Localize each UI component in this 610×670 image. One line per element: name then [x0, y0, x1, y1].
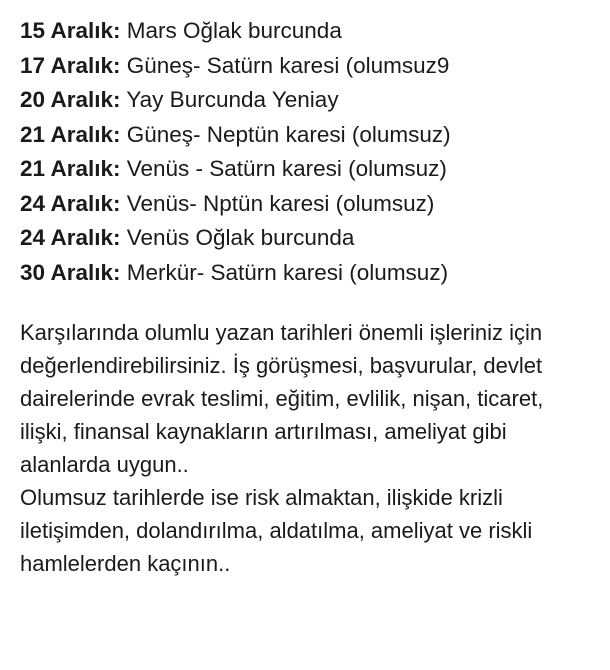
event-list: [20, 14, 600, 290]
event-item: [20, 118, 600, 153]
advice-notes: [20, 316, 600, 580]
event-text: Venüs - Satürn karesi (olumsuz): [120, 156, 447, 181]
event-item: [20, 152, 600, 187]
event-item: [20, 83, 600, 118]
event-date: 20 Aralık:: [20, 87, 121, 112]
event-date: 17 Aralık:: [20, 52, 121, 78]
event-date: 30 Aralık:: [20, 259, 121, 285]
positive-dates-note: Karşılarında olumlu yazan tarihleri önemli işleriniz için değerlendirebilirsiniz. İş görüşmesi, başvurular, devlet dairelerinde evrak teslimi, eğitim, evlilik, nişan, ticaret, ilişki, finansal kaynakların artırılması, ameliyat gibi alanlarda uygun..: [20, 320, 544, 477]
event-text: Venüs Oğlak burcunda: [120, 225, 355, 250]
event-item: [20, 187, 600, 222]
event-item: [20, 256, 600, 291]
event-text: Mars Oğlak burcunda: [120, 18, 342, 43]
event-item: [20, 14, 600, 49]
event-date: 15 Aralık:: [20, 18, 121, 43]
event-text: Merkür- Satürn karesi (olumsuz): [120, 259, 449, 285]
event-item: [20, 49, 600, 84]
event-text: Yay Burcunda Yeniay: [120, 87, 339, 112]
event-date: 21 Aralık:: [20, 121, 121, 147]
event-date: 24 Aralık:: [20, 190, 121, 216]
event-text: Güneş- Satürn karesi (olumsuz9: [120, 52, 450, 78]
negative-dates-note: Olumsuz tarihlerde ise risk almaktan, ilişkide krizli iletişimden, dolandırılma, aldatılma, ameliyat ve riskli hamlelerden kaçının..: [20, 485, 533, 576]
event-date: 24 Aralık:: [20, 225, 121, 250]
event-text: Venüs- Nptün karesi (olumsuz): [120, 190, 435, 216]
event-item: [20, 221, 600, 256]
event-text: Güneş- Neptün karesi (olumsuz): [120, 121, 451, 147]
event-date: 21 Aralık:: [20, 156, 121, 181]
